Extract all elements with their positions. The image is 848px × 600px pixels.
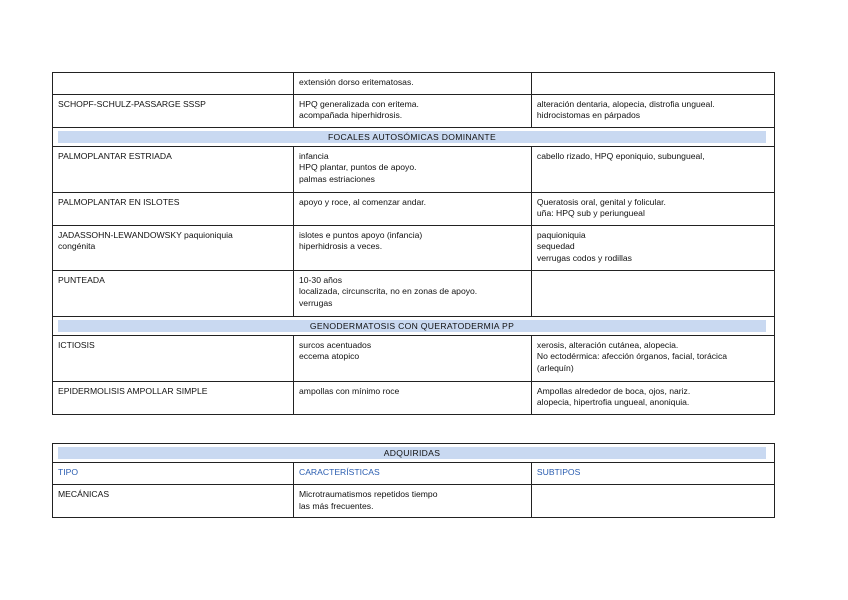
text-line: apoyo y roce, al comenzar andar. [299,196,427,207]
row-name: PUNTEADA [53,270,294,316]
column-header-caracteristicas: CARACTERÍSTICAS [293,463,531,485]
text-line: localizada, circunscrita, no en zonas de apoyo. [299,286,478,296]
text-line: ampollas con mínimo roce [299,385,400,396]
text-line: sequedad [536,241,575,251]
section-cell [53,316,775,335]
text-line: alopecia, hipertrofia ungueal, anoniquia. [536,397,690,407]
row-characteristics [294,73,532,95]
table-row [53,94,775,127]
row-name: MECÁNICAS [53,485,294,518]
text-line: islotes e puntos apoyo (infancia) [299,229,423,240]
table-row [53,485,775,518]
row-characteristics [294,192,532,225]
text-line: cabello rizado, HPQ eponiquio, subungueal, [536,150,705,161]
section-cell [53,444,775,463]
table-row [53,381,775,414]
text-line: eccema atopico [299,351,360,361]
text-line: las más frecuentes. [298,500,374,511]
text-line: uña: HPQ sub y periungueal [536,208,645,218]
section-title-focales: FOCALES AUTOSÓMICAS DOMINANTE [58,131,766,143]
row-other-features [531,485,774,518]
text-line: hidrocistomas en párpados [536,110,641,120]
table-row [53,146,775,192]
row-other-features [531,94,774,127]
table-row [53,225,775,270]
text-line: Ampollas alrededor de boca, ojos, nariz. [536,385,691,396]
adquiridas-table [52,443,775,518]
row-other-features [531,225,774,270]
text-line: Queratosis oral, genital y folicular. [536,196,666,207]
row-characteristics [293,485,531,518]
row-other-features [531,381,774,414]
text-line: (arlequín) [536,362,574,373]
text-line: congénita [58,241,96,251]
row-name [53,225,294,270]
table-row [53,192,775,225]
text-line: acompañada hiperhidrosis. [299,110,403,120]
text-line: infancia [299,150,329,161]
text-line: hiperhidrosis a veces. [299,241,383,251]
text-line: verrugas codos y rodillas [536,252,632,263]
text-line: extensión dorso eritematosas. [299,77,414,87]
section-cell [53,127,775,146]
section-row [53,444,775,463]
section-row [53,127,775,146]
row-name: PALMOPLANTAR EN ISLOTES [53,192,294,225]
text-line: paquioniquia [536,229,586,240]
text-line: alteración dentaria, alopecia, distrofia ungueal. [536,98,715,109]
text-line: No ectodérmica: afección órganos, facial, torácica [536,351,728,361]
column-header-subtipos: SUBTIPOS [531,463,774,485]
row-other-features [531,335,774,381]
row-other-features [531,192,774,225]
row-other-features [531,270,774,316]
row-characteristics [294,381,532,414]
section-title-adquiridas: ADQUIRIDAS [58,447,766,459]
row-characteristics [294,335,532,381]
text-line: HPQ generalizada con eritema. [299,98,419,109]
text-line: Microtraumatismos repetidos tiempo [298,489,438,499]
row-name: SCHOPF-SCHULZ-PASSARGE SSSP [53,94,294,127]
text-line: JADASSOHN-LEWANDOWSKY paquioniquia [58,229,233,240]
text-line: 10-30 años [299,274,343,285]
row-characteristics [294,270,532,316]
row-name: PALMOPLANTAR ESTRIADA [53,146,294,192]
row-name: EPIDERMOLISIS AMPOLLAR SIMPLE [53,381,294,414]
row-other-features [531,146,774,192]
table-row [53,335,775,381]
row-other-features [531,73,774,95]
section-title-genodermatosis: GENODERMATOSIS CON QUERATODERMIA PP [58,320,766,332]
text-line: xerosis, alteración cutánea, alopecia. [536,339,679,350]
text-line: surcos acentuados [299,339,372,350]
table-header-row [53,463,775,485]
row-characteristics [294,225,532,270]
row-name [53,73,294,95]
queratodermias-table [52,72,775,415]
table-row [53,270,775,316]
text-line: palmas estriaciones [299,173,375,184]
text-line: verrugas [299,297,333,308]
section-row [53,316,775,335]
column-header-tipo: TIPO [53,463,294,485]
row-name: ICTIOSIS [53,335,294,381]
row-characteristics [294,94,532,127]
row-characteristics [294,146,532,192]
text-line: HPQ plantar, puntos de apoyo. [299,162,417,172]
table-row [53,73,775,95]
